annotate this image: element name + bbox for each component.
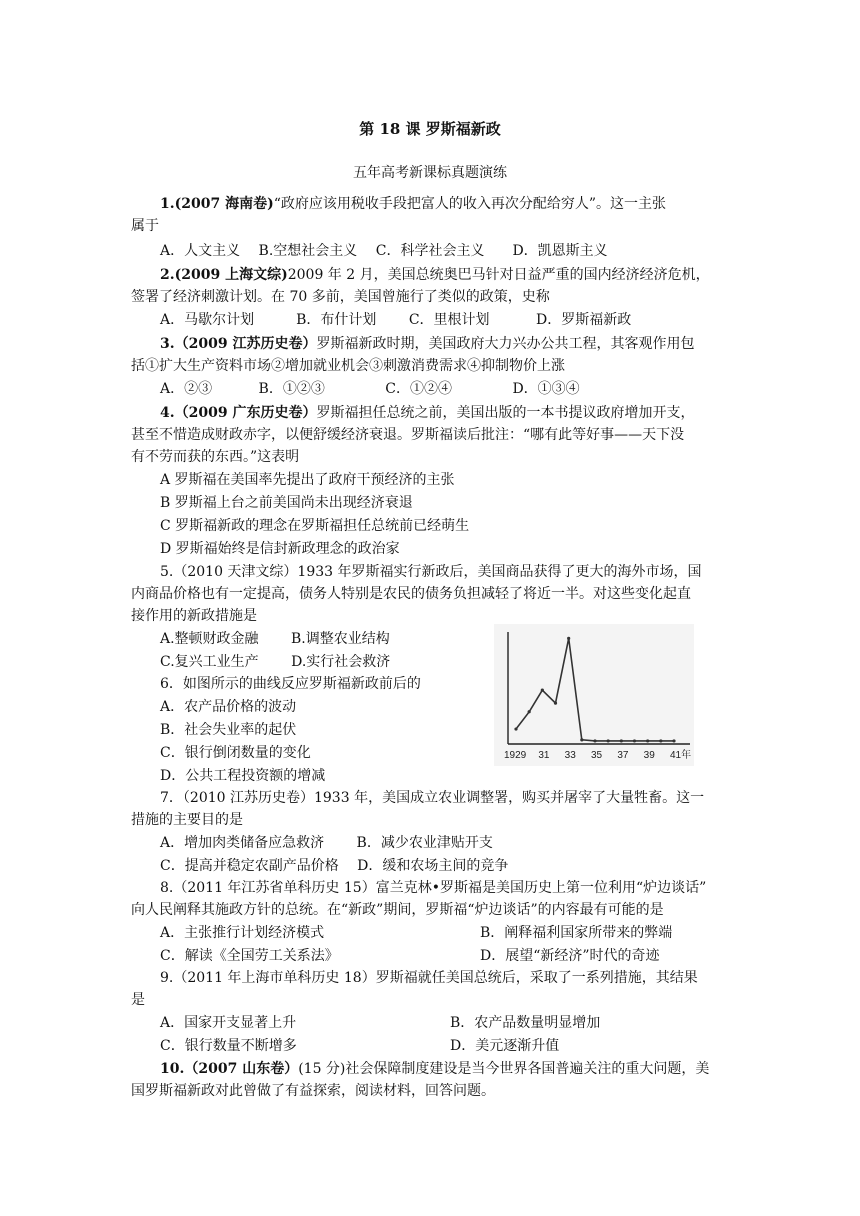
q4-option-c: C 罗斯福新政的理念在罗斯福担任总统前已经萌生	[160, 518, 470, 534]
q9-option-c: C．银行数量不断增多	[160, 1038, 297, 1054]
q6-option-b: B．社会失业率的起伏	[160, 722, 297, 738]
q2-options: A．马歇尔计划 B．布什计划 C．里根计划 D．罗斯福新政	[160, 312, 632, 328]
chart-x-tick-label: 31	[538, 750, 550, 761]
q8-option-c: C．解读《全国劳工关系法》	[160, 948, 339, 964]
q10-stem-line1: 10.（2007 山东卷）(15 分)社会保障制度建设是当今世界各国普遍关注的重大问题，美	[160, 1061, 710, 1077]
q4-option-b: B 罗斯福上台之前美国尚未出现经济衰退	[160, 495, 413, 511]
q5-stem-line1: 5.（2010 天津文综）1933 年罗斯福实行新政后，美国商品获得了更大的海外市场，国	[160, 564, 702, 580]
chart-point	[633, 739, 636, 742]
q6-option-d: D．公共工程投资额的增减	[160, 768, 326, 784]
q4-option-d: D 罗斯福始终是信封新政理念的政治家	[160, 541, 400, 557]
chart-x-tick-label: 1929	[504, 750, 527, 761]
chart-x-tick-label: 35	[591, 750, 603, 761]
q5-options-row2: C.复兴工业生产 D.实行社会救济	[160, 654, 391, 670]
chart-x-tick-label: 39	[643, 750, 655, 761]
q1-stem-line1: 1.(2007 海南卷)“政府应该用税收手段把富人的收入再次分配给穷人”。这一主张	[160, 196, 667, 212]
chart-point	[580, 738, 583, 741]
q6-stem: 6．如图所示的曲线反应罗斯福新政前后的	[160, 676, 421, 692]
chart-point	[620, 739, 623, 742]
chart-point	[541, 689, 544, 692]
chart-x-tick-label: 41年	[670, 750, 692, 761]
q6-option-a: A．农产品价格的波动	[160, 699, 297, 715]
chart-point	[514, 727, 517, 730]
chart-point	[659, 739, 662, 742]
q5-stem-line2: 内商品价格也有一定提高，债务人特别是农民的债务负担减轻了将近一半。对这些变化起直	[131, 586, 691, 602]
page-title: 第 18 课 罗斯福新政	[359, 120, 501, 138]
q8-option-b: B．阐释福利国家所带来的弊端	[480, 925, 673, 941]
q8-option-d: D．展望“新经济”时代的奇迹	[480, 948, 660, 964]
chart-background	[494, 624, 694, 766]
q9-stem-line2: 是	[131, 992, 145, 1008]
q4-stem-line3: 有不劳而获的东西。”这表明	[131, 449, 300, 465]
q5-stem-line3: 接作用的新政措施是	[131, 608, 257, 624]
chart-x-tick-label: 37	[617, 750, 629, 761]
q4-stem-line2: 甚至不惜造成财政赤字，以便舒缓经济衰退。罗斯福读后批注：“哪有此等好事——天下没	[131, 427, 685, 443]
chart-point	[567, 637, 570, 640]
chart-point	[646, 739, 649, 742]
chart-point	[607, 739, 610, 742]
q6-line-chart	[494, 624, 694, 766]
q9-option-d: D．美元逐渐升值	[450, 1038, 560, 1054]
q8-stem-line2: 向人民阐释其施政方针的总统。在“新政”期间，罗斯福“炉边谈话”的内容最有可能的是	[131, 902, 664, 918]
chart-point	[554, 702, 557, 705]
chart-point	[528, 710, 531, 713]
page-subtitle: 五年高考新课标真题演练	[353, 165, 507, 181]
q8-option-a: A．主张推行计划经济模式	[160, 925, 325, 941]
chart-point	[672, 739, 675, 742]
q6-option-c: C．银行倒闭数量的变化	[160, 745, 311, 761]
q7-stem-line2: 措施的主要目的是	[131, 812, 243, 828]
q9-stem-line1: 9.（2011 年上海市单科历史 18）罗斯福就任美国总统后，采取了一系列措施，其结果	[160, 970, 698, 986]
q2-stem-line2: 签署了经济刺激计划。在 70 多前，美国曾施行了类似的政策，史称	[131, 289, 550, 305]
q3-options: A．②③ B．①②③ C．①②④ D．①③④	[160, 381, 580, 397]
q7-options-row2: C．提高并稳定农副产品价格 D．缓和农场主间的竞争	[160, 858, 509, 874]
q3-stem-line2: 括①扩大生产资料市场②增加就业机会③刺激消费需求④抑制物价上涨	[131, 358, 565, 374]
q7-stem-line1: 7．（2010 江苏历史卷）1933 年，美国成立农业调整署，购买并屠宰了大量牲畜。这一	[160, 790, 705, 806]
q4-stem-line1: 4.（2009 广东历史卷）罗斯福担任总统之前，美国出版的一本书提议政府增加开支，	[160, 405, 695, 421]
q1-stem-line2: 属于	[131, 218, 159, 234]
q7-options-row1: A．增加肉类储备应急救济 B．减少农业津贴开支	[160, 835, 493, 851]
q10-stem-line2: 国罗斯福新政对此曾做了有益探索，阅读材料，回答问题。	[131, 1083, 495, 1099]
q8-stem-line1: 8.（2011 年江苏省单科历史 15）富兰克林•罗斯福是美国历史上第一位利用“炉边谈话”	[160, 880, 707, 896]
q2-stem-line1: 2.(2009 上海文综)2009 年 2 月，美国总统奥巴马针对日益严重的国内经济经济危机，	[160, 267, 710, 283]
q5-options-row1: A.整顿财政金融 B.调整农业结构	[160, 631, 390, 647]
q4-option-a: A 罗斯福在美国率先提出了政府干预经济的主张	[160, 472, 455, 488]
q9-option-b: B．农产品数量明显增加	[450, 1015, 601, 1031]
q1-options: A．人文主义 B.空想社会主义 C．科学社会主义 D．凯恩斯主义	[160, 243, 608, 259]
chart-point	[593, 739, 596, 742]
chart-x-tick-label: 33	[564, 750, 576, 761]
q3-stem-line1: 3.（2009 江苏历史卷）罗斯福新政时期，美国政府大力兴办公共工程，其客观作用包	[160, 336, 695, 352]
q9-option-a: A．国家开支显著上升	[160, 1015, 297, 1031]
